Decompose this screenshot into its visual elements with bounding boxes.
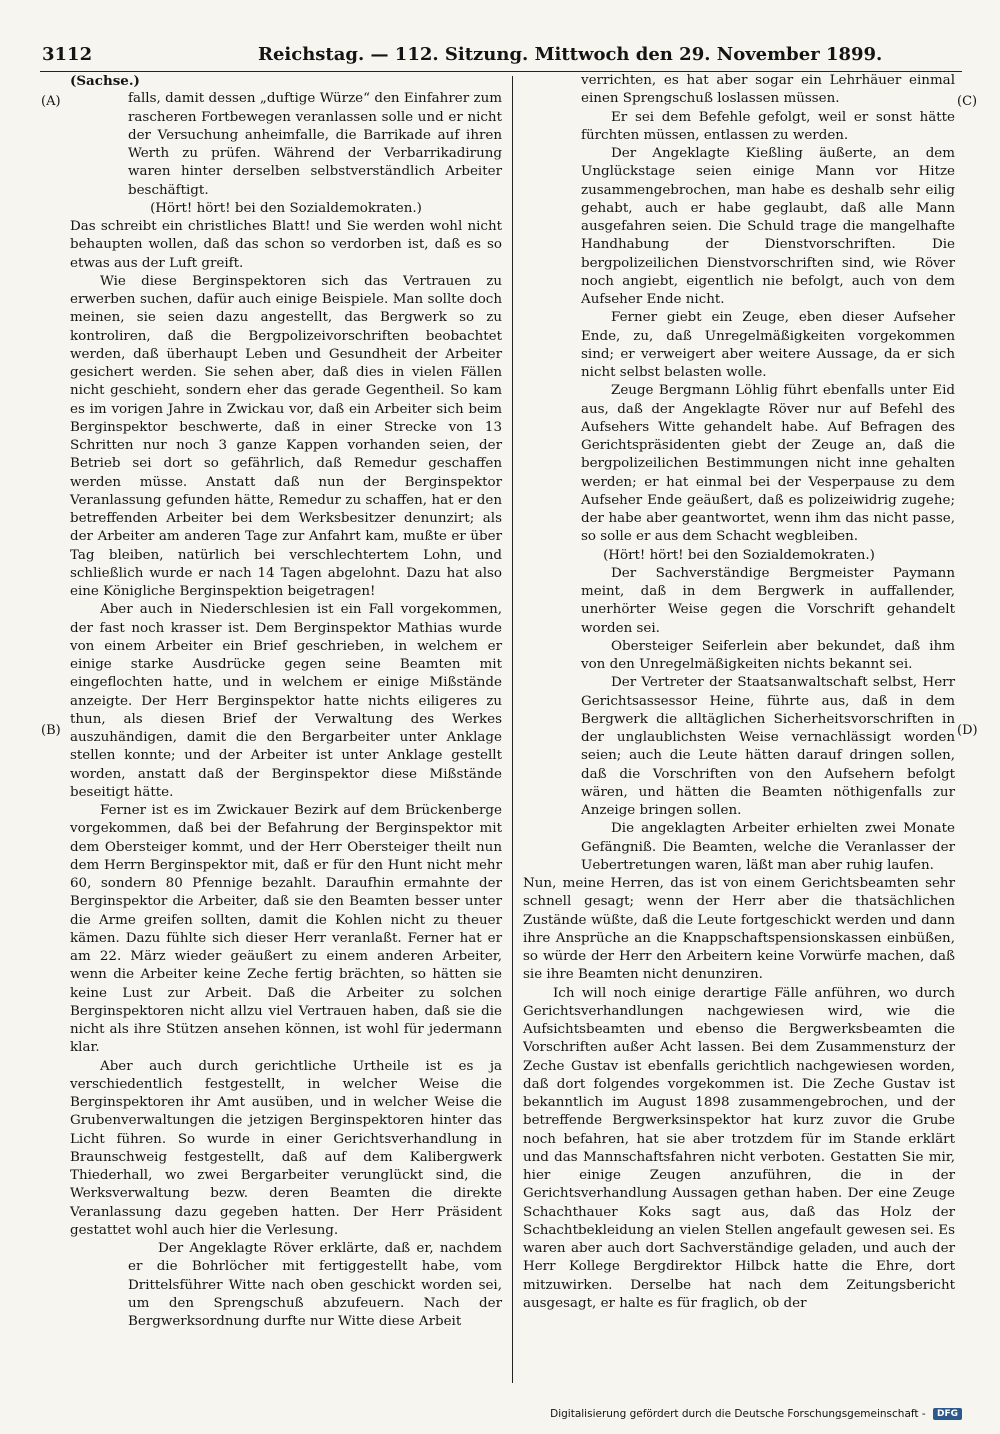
paragraph: Die angeklagten Arbeiter erhielten zwei Monate Gefängniß. Die Beamten, welche die Veranlasser der Uebertretungen waren, läßt man aber ruhig laufen. [581, 821, 955, 873]
paragraph: Das schreibt ein christliches Blatt! und Sie werden wohl nicht behaupten wollen, daß das schon so verdorben ist, daß es so etwas aus der Luft greift. [70, 219, 502, 271]
paragraph: Obersteiger Seiferlein aber bekundet, daß ihm von den Unregelmäßigkeiten nichts bekannt sei. [581, 638, 955, 672]
interjection: (Hört! hört! bei den Sozialdemokraten.) [603, 547, 875, 563]
margin-marker-c: (C) [957, 94, 978, 109]
margin-marker-a: (A) [41, 94, 61, 109]
paragraph: Er sei dem Befehle gefolgt, weil er sonst hätte fürchten müssen, entlassen zu werden. [581, 109, 955, 143]
running-head: Reichstag. — 112. Sitzung. Mittwoch den 29. November 1899. [258, 44, 883, 65]
footer-credit [550, 1408, 962, 1420]
paragraph: verrichten, es hat aber sogar ein Lehrhäuer einmal einen Sprengschuß loslassen müssen. [581, 73, 955, 107]
paragraph: Aber auch durch gerichtliche Urtheile ist es ja verschiedentlich festgestellt, in welcher Weise die Berginspektoren ihr Amt ausüben, und in welcher Weise die Grubenverwaltungen die jetzigen Berginspektoren hinter das Licht führen. So wurde in einer Gerichtsverhandlung in Braunschweig festgestellt, daß auf dem Kalibergwerk Thiederhall, wo zwei Bergarbeiter verunglückt sind, die Werksverwaltung bezw. deren Beamten die direkte Veranlassung dazu gegeben hatten. Der Herr Präsident gestattet wohl auch hier die Verlesung. [70, 1058, 502, 1238]
left-column [70, 72, 502, 1331]
paragraph: Ferner ist es im Zwickauer Bezirk auf dem Brückenberge vorgekommen, daß bei der Befahrung der Berginspektor mit dem Obersteiger kommt, und der Herr Obersteiger theilt nun dem Herrn Berginspektor mit, daß er für den Hunt nicht mehr 60, sondern 80 Pfennige bezahlt. Daraufhin ermahnte der Berginspektor die Arbeiter, daß sie den Beamten besser unter die Arme greifen sollten, damit die Kohlen nicht zu theuer kämen. Dazu fühlte sich dieser Herr veranlaßt. Ferner hat er am 22. März wieder geäußert zu einem anderen Arbeiter, wenn die Arbeiter keine Zeche fertig brächten, so hätten sie keine Lust zur Arbeit. Daß die Arbeiter zu solchen Berginspektoren nicht allzu viel Vertrauen haben, daß sie die nicht als ihre Stützen ansehen können, ist wohl für jedermann klar. [70, 803, 502, 1056]
right-column [523, 72, 955, 1313]
paragraph: Ich will noch einige derartige Fälle anführen, wo durch Gerichtsverhandlungen nachgewiesen wird, wie die Aufsichtsbeamten und ebenso die Bergwerksbeamten die Vorschriften außer Acht lassen. Bei dem Zusammensturz der Zeche Gustav ist ebenfalls gerichtlich nachgewiesen worden, daß dort folgendes vorgekommen ist. Die Zeche Gustav ist bekanntlich im August 1898 zusammengebrochen, und der betreffende Bergwerksinspektor hat kurz zuvor die Grube noch befahren, hat sie aber trotzdem für im Stande erklärt und das Mannschaftsfahren nicht verboten. Gestatten Sie mir, hier einige Zeugen anzuführen, die in der Gerichtsverhandlung Aussagen gethan haben. Der eine Zeuge Schachthauer Koks sagt aus, daß das Holz der Schachtbekleidung an vielen Stellen angefault gewesen sei. Es waren aber auch dort Sachverständige geladen, und auch der Herr Kollege Bergdirektor Hilbck hatte die Ehre, dort mitzuwirken. Derselbe hat nach dem Zeitungsbericht ausgesagt, er halte es für fraglich, ob der [523, 985, 955, 1311]
margin-marker-d: (D) [957, 723, 978, 738]
speaker-name: (Sachse.) [70, 73, 140, 89]
paragraph: Der Vertreter der Staatsanwaltschaft selbst, Herr Gerichtsassessor Heine, führte aus, daß in dem Bergwerk die alltäglichen Sicherheitsvorschriften in der unglaublichsten Weise vernachlässigt worden seien; auch die Leute hätten darauf dringen sollen, daß die Vorschriften von den Aufsehern befolgt wären, und hätten die Beamten nöthigenfalls zur Anzeige bringen sollen. [581, 675, 955, 818]
paragraph: Der Angeklagte Röver erklärte, daß er, nachdem er die Bohrlöcher mit fertiggestellt habe, vom Drittelsführer Witte nach oben geschickt worden sei, um den Sprengschuß abzufeuern. Nach der Bergwerksordnung durfte nur Witte diese Arbeit [128, 1241, 502, 1329]
paragraph: falls, damit dessen „duftige Würze“ den Einfahrer zum rascheren Fortbewegen veranlassen solle und er nicht der Versuchung anheimfalle, die Barrikade auf ihren Werth zu prüfen. Während der Verbarrikadirung waren hinter derselben selbstverständlich Arbeiter beschäftigt. [128, 91, 502, 198]
margin-marker-b: (B) [41, 723, 61, 738]
interjection: (Hört! hört! bei den Sozialdemokraten.) [150, 200, 422, 216]
paragraph: Ferner giebt ein Zeuge, eben dieser Aufseher Ende, zu, daß Unregelmäßigkeiten vorgekommen sind; er verweigert aber weitere Aussage, da er sich nicht selbst belasten wolle. [581, 310, 955, 380]
column-rule [512, 76, 513, 1383]
paragraph: Nun, meine Herren, das ist von einem Gerichtsbeamten sehr schnell gesagt; wenn der Herr aber die thatsächlichen Zustände wüßte, daß die Leute fortgeschickt werden und dann ihre Ansprüche an die Knappschaftspensionskassen einbüßen, so würde der Herr den Arbeitern keine Vorwürfe machen, daß sie ihre Beamten nicht denunziren. [523, 876, 955, 983]
paragraph: Der Sachverständige Bergmeister Paymann meint, daß in dem Bergwerk in auffallender, unerhörter Weise gegen die Vorschrift gehandelt worden sei. [581, 565, 955, 636]
page-number: 3112 [42, 44, 93, 65]
footer-text: Digitalisierung gefördert durch die Deutsche Forschungsgemeinschaft - [550, 1408, 926, 1420]
dfg-logo: DFG [933, 1408, 962, 1420]
paragraph: Der Angeklagte Kießling äußerte, an dem Unglückstage seien einige Mann vor Hitze zusammengebrochen, man habe es deshalb sehr eilig gehabt, auch er habe geglaubt, daß alle Mann ausgefahren seien. Die Schuld trage die mangelhafte Handhabung der Dienstvorschriften. Die bergpolizeilichen Dienstvorschriften sind, wie Röver noch angiebt, eigentlich nie befolgt, auch von dem Aufseher Ende nicht. [581, 146, 955, 307]
paragraph: Wie diese Berginspektoren sich das Vertrauen zu erwerben suchen, dafür auch einige Beispiele. Man sollte doch meinen, sie seien dazu angestellt, das Bergwerk so zu kontroliren, daß die Bergpolizeivorschriften beobachtet werden, daß überhaupt Leben und Gesundheit der Arbeiter gesichert werden. Sie sehen aber, daß dies in vielen Fällen nicht geschieht, sondern eher das gerade Gegentheil. So kam es im vorigen Jahre in Zwickau vor, daß ein Arbeiter sich beim Berginspektor beschwerte, daß in einer Strecke von 13 Schritten nur noch 3 ganze Kappen vorhanden seien, der Betrieb sei dort so gefährlich, daß Remedur geschaffen werden müsse. Anstatt daß nun der Berginspektor Veranlassung gefunden hätte, Remedur zu schaffen, hat er den betreffenden Arbeiter bei dem Werksbesitzer denunzirt; als der Arbeiter am anderen Tage zur Anfahrt kam, mußte er über Tag bleiben, natürlich bei verschlechtertem Lohn, und schließlich wurde er nach 14 Tagen abgelohnt. Dazu hat also eine Königliche Berginspektion beigetragen! [70, 273, 502, 599]
paragraph: Zeuge Bergmann Löhlig führt ebenfalls unter Eid aus, daß der Angeklagte Röver nur auf Befehl des Aufsehers Witte gehandelt habe. Auf Befragen des Gerichtspräsidenten giebt der Zeuge an, daß die bergpolizeilichen Bestimmungen nicht inne gehalten werden; er hat einmal bei der Vesperpause zu dem Aufseher Ende geäußert, daß es polizeiwidrig zugehe; der habe aber geantwortet, wenn ihm das nicht passe, so solle er aus dem Schacht wegbleiben. [581, 383, 955, 545]
paragraph: Aber auch in Niederschlesien ist ein Fall vorgekommen, der fast noch krasser ist. Dem Berginspektor Mathias wurde von einem Arbeiter ein Brief geschrieben, in welchem er einige starke Ausdrücke gegen seine Beamten mit eingeflochten hatte, und in welchem er einige Mißstände anzeigte. Der Herr Berginspektor hatte nichts eiligeres zu thun, als diesen Brief der Verwaltung des Werkes auszuhändigen, damit die den Bergarbeiter unter Anklage stellen konnte; und der Arbeiter ist unter Anklage gestellt worden, anstatt daß der Berginspektor diese Mißstände beseitigt hätte. [70, 602, 502, 800]
